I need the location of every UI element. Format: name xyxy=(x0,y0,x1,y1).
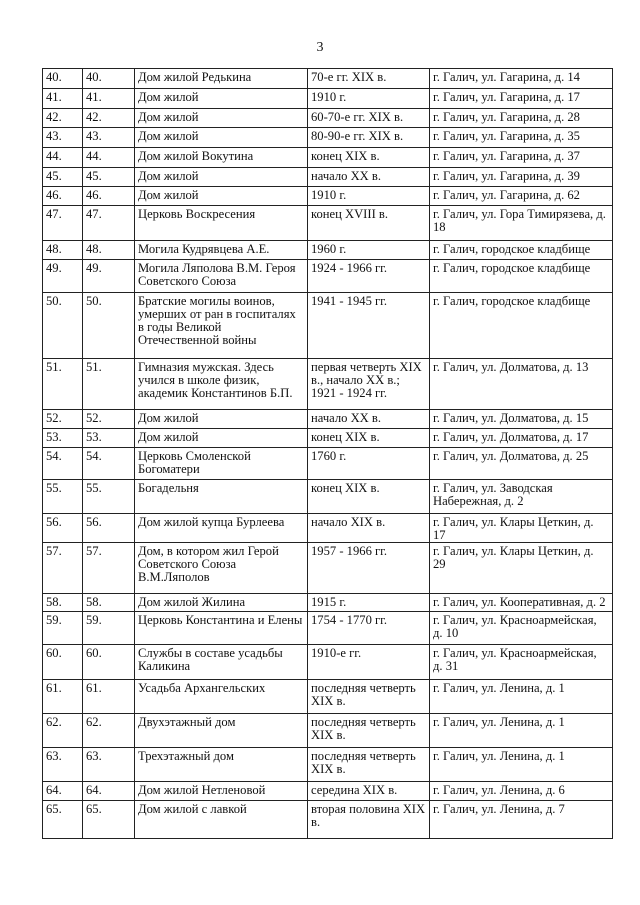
cell-date: начало XIX в. xyxy=(308,514,430,543)
cell-object-name: Усадьба Архангельских xyxy=(135,680,308,714)
cell-address: г. Галич, ул. Гагарина, д. 39 xyxy=(430,168,613,187)
cell-address: г. Галич, ул. Гагарина, д. 28 xyxy=(430,109,613,128)
cell-object-name: Богадельня xyxy=(135,480,308,514)
cell-row-number: 52. xyxy=(43,410,83,429)
cell-address: г. Галич, ул. Клары Цеткин, д. 29 xyxy=(430,543,613,594)
cell-row-number: 65. xyxy=(43,801,83,839)
table-row xyxy=(43,359,613,410)
cell-address: г. Галич, городское кладбище xyxy=(430,241,613,260)
cell-address: г. Галич, городское кладбище xyxy=(430,293,613,359)
cell-row-number: 49. xyxy=(43,260,83,293)
cell-registry-number: 40. xyxy=(83,69,135,89)
cell-address: г. Галич, ул. Гагарина, д. 14 xyxy=(430,69,613,89)
cell-date: последняя четверть XIX в. xyxy=(308,748,430,782)
cell-address: г. Галич, ул. Долматова, д. 15 xyxy=(430,410,613,429)
cell-registry-number: 48. xyxy=(83,241,135,260)
table-row xyxy=(43,680,613,714)
cell-object-name: Дом жилой Редькина xyxy=(135,69,308,89)
cell-registry-number: 49. xyxy=(83,260,135,293)
cell-date: конец XVIII в. xyxy=(308,206,430,241)
cell-address: г. Галич, ул. Кооперативная, д. 2 xyxy=(430,594,613,612)
table-row xyxy=(43,128,613,148)
cell-object-name: Церковь Константина и Елены xyxy=(135,612,308,645)
table-row xyxy=(43,206,613,241)
table-row xyxy=(43,429,613,448)
table-row xyxy=(43,148,613,168)
cell-registry-number: 42. xyxy=(83,109,135,128)
cell-date: начало XX в. xyxy=(308,168,430,187)
cell-address: г. Галич, ул. Долматова, д. 25 xyxy=(430,448,613,480)
table-body xyxy=(43,69,613,839)
cell-date: последняя четверть XIX в. xyxy=(308,680,430,714)
cell-row-number: 54. xyxy=(43,448,83,480)
cell-object-name: Трехэтажный дом xyxy=(135,748,308,782)
cell-registry-number: 56. xyxy=(83,514,135,543)
table-row xyxy=(43,410,613,429)
cell-registry-number: 47. xyxy=(83,206,135,241)
table-row xyxy=(43,612,613,645)
cell-object-name: Могила Кудрявцева А.Е. xyxy=(135,241,308,260)
cell-registry-number: 63. xyxy=(83,748,135,782)
cell-object-name: Службы в составе усадьбы Каликина xyxy=(135,645,308,680)
cell-registry-number: 62. xyxy=(83,714,135,748)
cell-address: г. Галич, городское кладбище xyxy=(430,260,613,293)
cell-address: г. Галич, ул. Гора Тимирязева, д. 18 xyxy=(430,206,613,241)
cell-date: 60-70-е гг. XIX в. xyxy=(308,109,430,128)
cell-address: г. Галич, ул. Клары Цеткин, д. 17 xyxy=(430,514,613,543)
cell-registry-number: 58. xyxy=(83,594,135,612)
cell-address: г. Галич, ул. Ленина, д. 6 xyxy=(430,782,613,801)
cell-row-number: 44. xyxy=(43,148,83,168)
cell-row-number: 56. xyxy=(43,514,83,543)
cell-registry-number: 57. xyxy=(83,543,135,594)
cell-row-number: 59. xyxy=(43,612,83,645)
table-row xyxy=(43,801,613,839)
cell-address: г. Галич, ул. Заводская Набережная, д. 2 xyxy=(430,480,613,514)
cell-address: г. Галич, ул. Гагарина, д. 37 xyxy=(430,148,613,168)
cell-object-name: Могила Ляполова В.М. Героя Советского Союза xyxy=(135,260,308,293)
table-row xyxy=(43,748,613,782)
cell-date: 1924 - 1966 гг. xyxy=(308,260,430,293)
cell-address: г. Галич, ул. Ленина, д. 1 xyxy=(430,680,613,714)
cell-row-number: 57. xyxy=(43,543,83,594)
cell-row-number: 47. xyxy=(43,206,83,241)
table-row xyxy=(43,594,613,612)
table-row xyxy=(43,543,613,594)
cell-row-number: 46. xyxy=(43,187,83,206)
cell-registry-number: 46. xyxy=(83,187,135,206)
page-number: 3 xyxy=(316,40,324,55)
cell-object-name: Дом жилой купца Бурлеева xyxy=(135,514,308,543)
cell-object-name: Церковь Воскресения xyxy=(135,206,308,241)
cell-registry-number: 45. xyxy=(83,168,135,187)
cell-object-name: Дом жилой xyxy=(135,89,308,109)
cell-registry-number: 60. xyxy=(83,645,135,680)
cell-registry-number: 43. xyxy=(83,128,135,148)
cell-row-number: 48. xyxy=(43,241,83,260)
cell-date: 1957 - 1966 гг. xyxy=(308,543,430,594)
cell-address: г. Галич, ул. Ленина, д. 7 xyxy=(430,801,613,839)
cell-object-name: Дом жилой xyxy=(135,109,308,128)
cell-row-number: 64. xyxy=(43,782,83,801)
cell-object-name: Дом жилой Вокутина xyxy=(135,148,308,168)
cell-registry-number: 53. xyxy=(83,429,135,448)
cell-object-name: Дом жилой с лавкой xyxy=(135,801,308,839)
cell-row-number: 60. xyxy=(43,645,83,680)
table-row xyxy=(43,260,613,293)
table-row xyxy=(43,187,613,206)
table-row xyxy=(43,241,613,260)
cell-registry-number: 41. xyxy=(83,89,135,109)
table-row xyxy=(43,645,613,680)
cell-object-name: Дом, в котором жил Герой Советского Союза В.М.Ляполов xyxy=(135,543,308,594)
cell-object-name: Дом жилой Нетленовой xyxy=(135,782,308,801)
cell-registry-number: 54. xyxy=(83,448,135,480)
cell-date: 1915 г. xyxy=(308,594,430,612)
cell-object-name: Дом жилой xyxy=(135,128,308,148)
cell-registry-number: 44. xyxy=(83,148,135,168)
cell-object-name: Братские могилы воинов, умерших от ран в госпиталях в годы Великой Отечественной войны xyxy=(135,293,308,359)
cell-registry-number: 59. xyxy=(83,612,135,645)
cell-object-name: Дом жилой Жилина xyxy=(135,594,308,612)
cell-object-name: Церковь Смоленской Богоматери xyxy=(135,448,308,480)
table-row xyxy=(43,69,613,89)
cell-address: г. Галич, ул. Гагарина, д. 62 xyxy=(430,187,613,206)
cell-date: последняя четверть XIX в. xyxy=(308,714,430,748)
table-row xyxy=(43,782,613,801)
cell-object-name: Дом жилой xyxy=(135,187,308,206)
cell-date: 1960 г. xyxy=(308,241,430,260)
monuments-table xyxy=(42,68,613,839)
cell-row-number: 62. xyxy=(43,714,83,748)
cell-date: 1760 г. xyxy=(308,448,430,480)
cell-date: 1910 г. xyxy=(308,89,430,109)
cell-object-name: Дом жилой xyxy=(135,429,308,448)
cell-row-number: 53. xyxy=(43,429,83,448)
cell-date: конец XIX в. xyxy=(308,148,430,168)
cell-address: г. Галич, ул. Долматова, д. 13 xyxy=(430,359,613,410)
cell-registry-number: 51. xyxy=(83,359,135,410)
cell-address: г. Галич, ул. Долматова, д. 17 xyxy=(430,429,613,448)
cell-address: г. Галич, ул. Красноармейская, д. 10 xyxy=(430,612,613,645)
cell-date: первая четверть XIX в., начало XX в.; 1921 - 1924 гг. xyxy=(308,359,430,410)
cell-registry-number: 61. xyxy=(83,680,135,714)
cell-date: 1910 г. xyxy=(308,187,430,206)
cell-date: 70-е гг. XIX в. xyxy=(308,69,430,89)
cell-row-number: 63. xyxy=(43,748,83,782)
cell-address: г. Галич, ул. Гагарина, д. 35 xyxy=(430,128,613,148)
table-row xyxy=(43,293,613,359)
cell-address: г. Галич, ул. Гагарина, д. 17 xyxy=(430,89,613,109)
cell-date: конец XIX в. xyxy=(308,429,430,448)
cell-object-name: Гимназия мужская. Здесь учился в школе физик, академик Константинов Б.П. xyxy=(135,359,308,410)
cell-row-number: 45. xyxy=(43,168,83,187)
cell-row-number: 58. xyxy=(43,594,83,612)
cell-row-number: 40. xyxy=(43,69,83,89)
table-row xyxy=(43,480,613,514)
cell-date: вторая половина XIX в. xyxy=(308,801,430,839)
cell-registry-number: 50. xyxy=(83,293,135,359)
cell-object-name: Дом жилой xyxy=(135,410,308,429)
cell-date: 1910-е гг. xyxy=(308,645,430,680)
cell-date: середина XIX в. xyxy=(308,782,430,801)
cell-row-number: 42. xyxy=(43,109,83,128)
table-row xyxy=(43,448,613,480)
cell-row-number: 43. xyxy=(43,128,83,148)
cell-date: конец XIX в. xyxy=(308,480,430,514)
cell-row-number: 51. xyxy=(43,359,83,410)
cell-registry-number: 52. xyxy=(83,410,135,429)
table-row xyxy=(43,89,613,109)
table-row xyxy=(43,109,613,128)
cell-object-name: Дом жилой xyxy=(135,168,308,187)
table-row xyxy=(43,514,613,543)
cell-row-number: 61. xyxy=(43,680,83,714)
cell-address: г. Галич, ул. Красноармейская, д. 31 xyxy=(430,645,613,680)
table-row xyxy=(43,714,613,748)
cell-registry-number: 55. xyxy=(83,480,135,514)
cell-date: начало XX в. xyxy=(308,410,430,429)
cell-registry-number: 65. xyxy=(83,801,135,839)
cell-row-number: 50. xyxy=(43,293,83,359)
cell-address: г. Галич, ул. Ленина, д. 1 xyxy=(430,748,613,782)
cell-date: 1754 - 1770 гг. xyxy=(308,612,430,645)
cell-registry-number: 64. xyxy=(83,782,135,801)
cell-row-number: 41. xyxy=(43,89,83,109)
cell-address: г. Галич, ул. Ленина, д. 1 xyxy=(430,714,613,748)
table-row xyxy=(43,168,613,187)
cell-date: 1941 - 1945 гг. xyxy=(308,293,430,359)
cell-row-number: 55. xyxy=(43,480,83,514)
cell-object-name: Двухэтажный дом xyxy=(135,714,308,748)
cell-date: 80-90-е гг. XIX в. xyxy=(308,128,430,148)
